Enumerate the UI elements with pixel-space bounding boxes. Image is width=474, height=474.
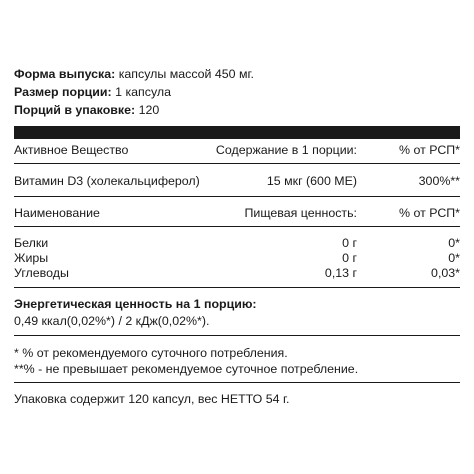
- nutrition-col-name: Наименование: [14, 206, 100, 220]
- nutrition-col-amount: Пищевая ценность:: [244, 206, 357, 220]
- serving-size-label: Размер порции:: [14, 85, 112, 99]
- release-form-label: Форма выпуска:: [14, 67, 116, 81]
- nutrition-row-amount: 0 г: [342, 236, 357, 250]
- energy-title: Энергетическая ценность на 1 порцию:: [14, 297, 257, 311]
- nutrition-row-pct: 0,03*: [431, 266, 460, 280]
- nutrition-row-amount: 0,13 г: [324, 266, 357, 280]
- nutrition-col-pct: % от РСП*: [399, 206, 460, 220]
- footnote-rsp: * % от рекомендуемого суточного потребления.: [14, 346, 288, 360]
- divider: [14, 287, 460, 288]
- serving-size-line: [14, 85, 171, 99]
- nutrition-row-name: Углеводы: [14, 266, 69, 280]
- release-form-line: [14, 67, 254, 81]
- serving-size-value: 1 капсула: [115, 85, 171, 99]
- nutrition-row-name: Белки: [14, 236, 49, 250]
- nutrition-row-pct: 0*: [448, 251, 460, 265]
- footnote-not-exceed: **% - не превышает рекомендуемое суточное потребление.: [14, 362, 359, 376]
- servings-per-package-line: [14, 103, 159, 117]
- divider: [14, 226, 460, 227]
- active-col-pct: % от РСП*: [399, 143, 460, 157]
- divider: [14, 163, 460, 164]
- divider: [14, 335, 460, 336]
- active-row-name: Витамин D3 (холекальциферол): [14, 174, 200, 188]
- release-form-value: капсулы массой 450 мг.: [118, 67, 254, 81]
- active-row-amount: 15 мкг (600 МЕ): [266, 174, 357, 188]
- servings-per-package-label: Порций в упаковке:: [14, 103, 136, 117]
- active-col-name: Активное Вещество: [14, 143, 129, 157]
- nutrition-row-amount: 0 г: [342, 251, 357, 265]
- nutrition-row-name: Жиры: [14, 251, 49, 265]
- active-col-amount: Содержание в 1 порции:: [215, 143, 357, 157]
- divider: [14, 382, 460, 383]
- nutrition-row-pct: 0*: [448, 236, 460, 250]
- servings-per-package-value: 120: [138, 103, 160, 117]
- thick-divider: [14, 126, 460, 139]
- divider: [14, 196, 460, 197]
- active-row-pct: 300%**: [418, 174, 460, 188]
- package-contents: Упаковка содержит 120 капсул, вес НЕТТО 54 г.: [14, 392, 290, 406]
- energy-value: 0,49 ккал(0,02%*) / 2 кДж(0,02%*).: [14, 314, 210, 328]
